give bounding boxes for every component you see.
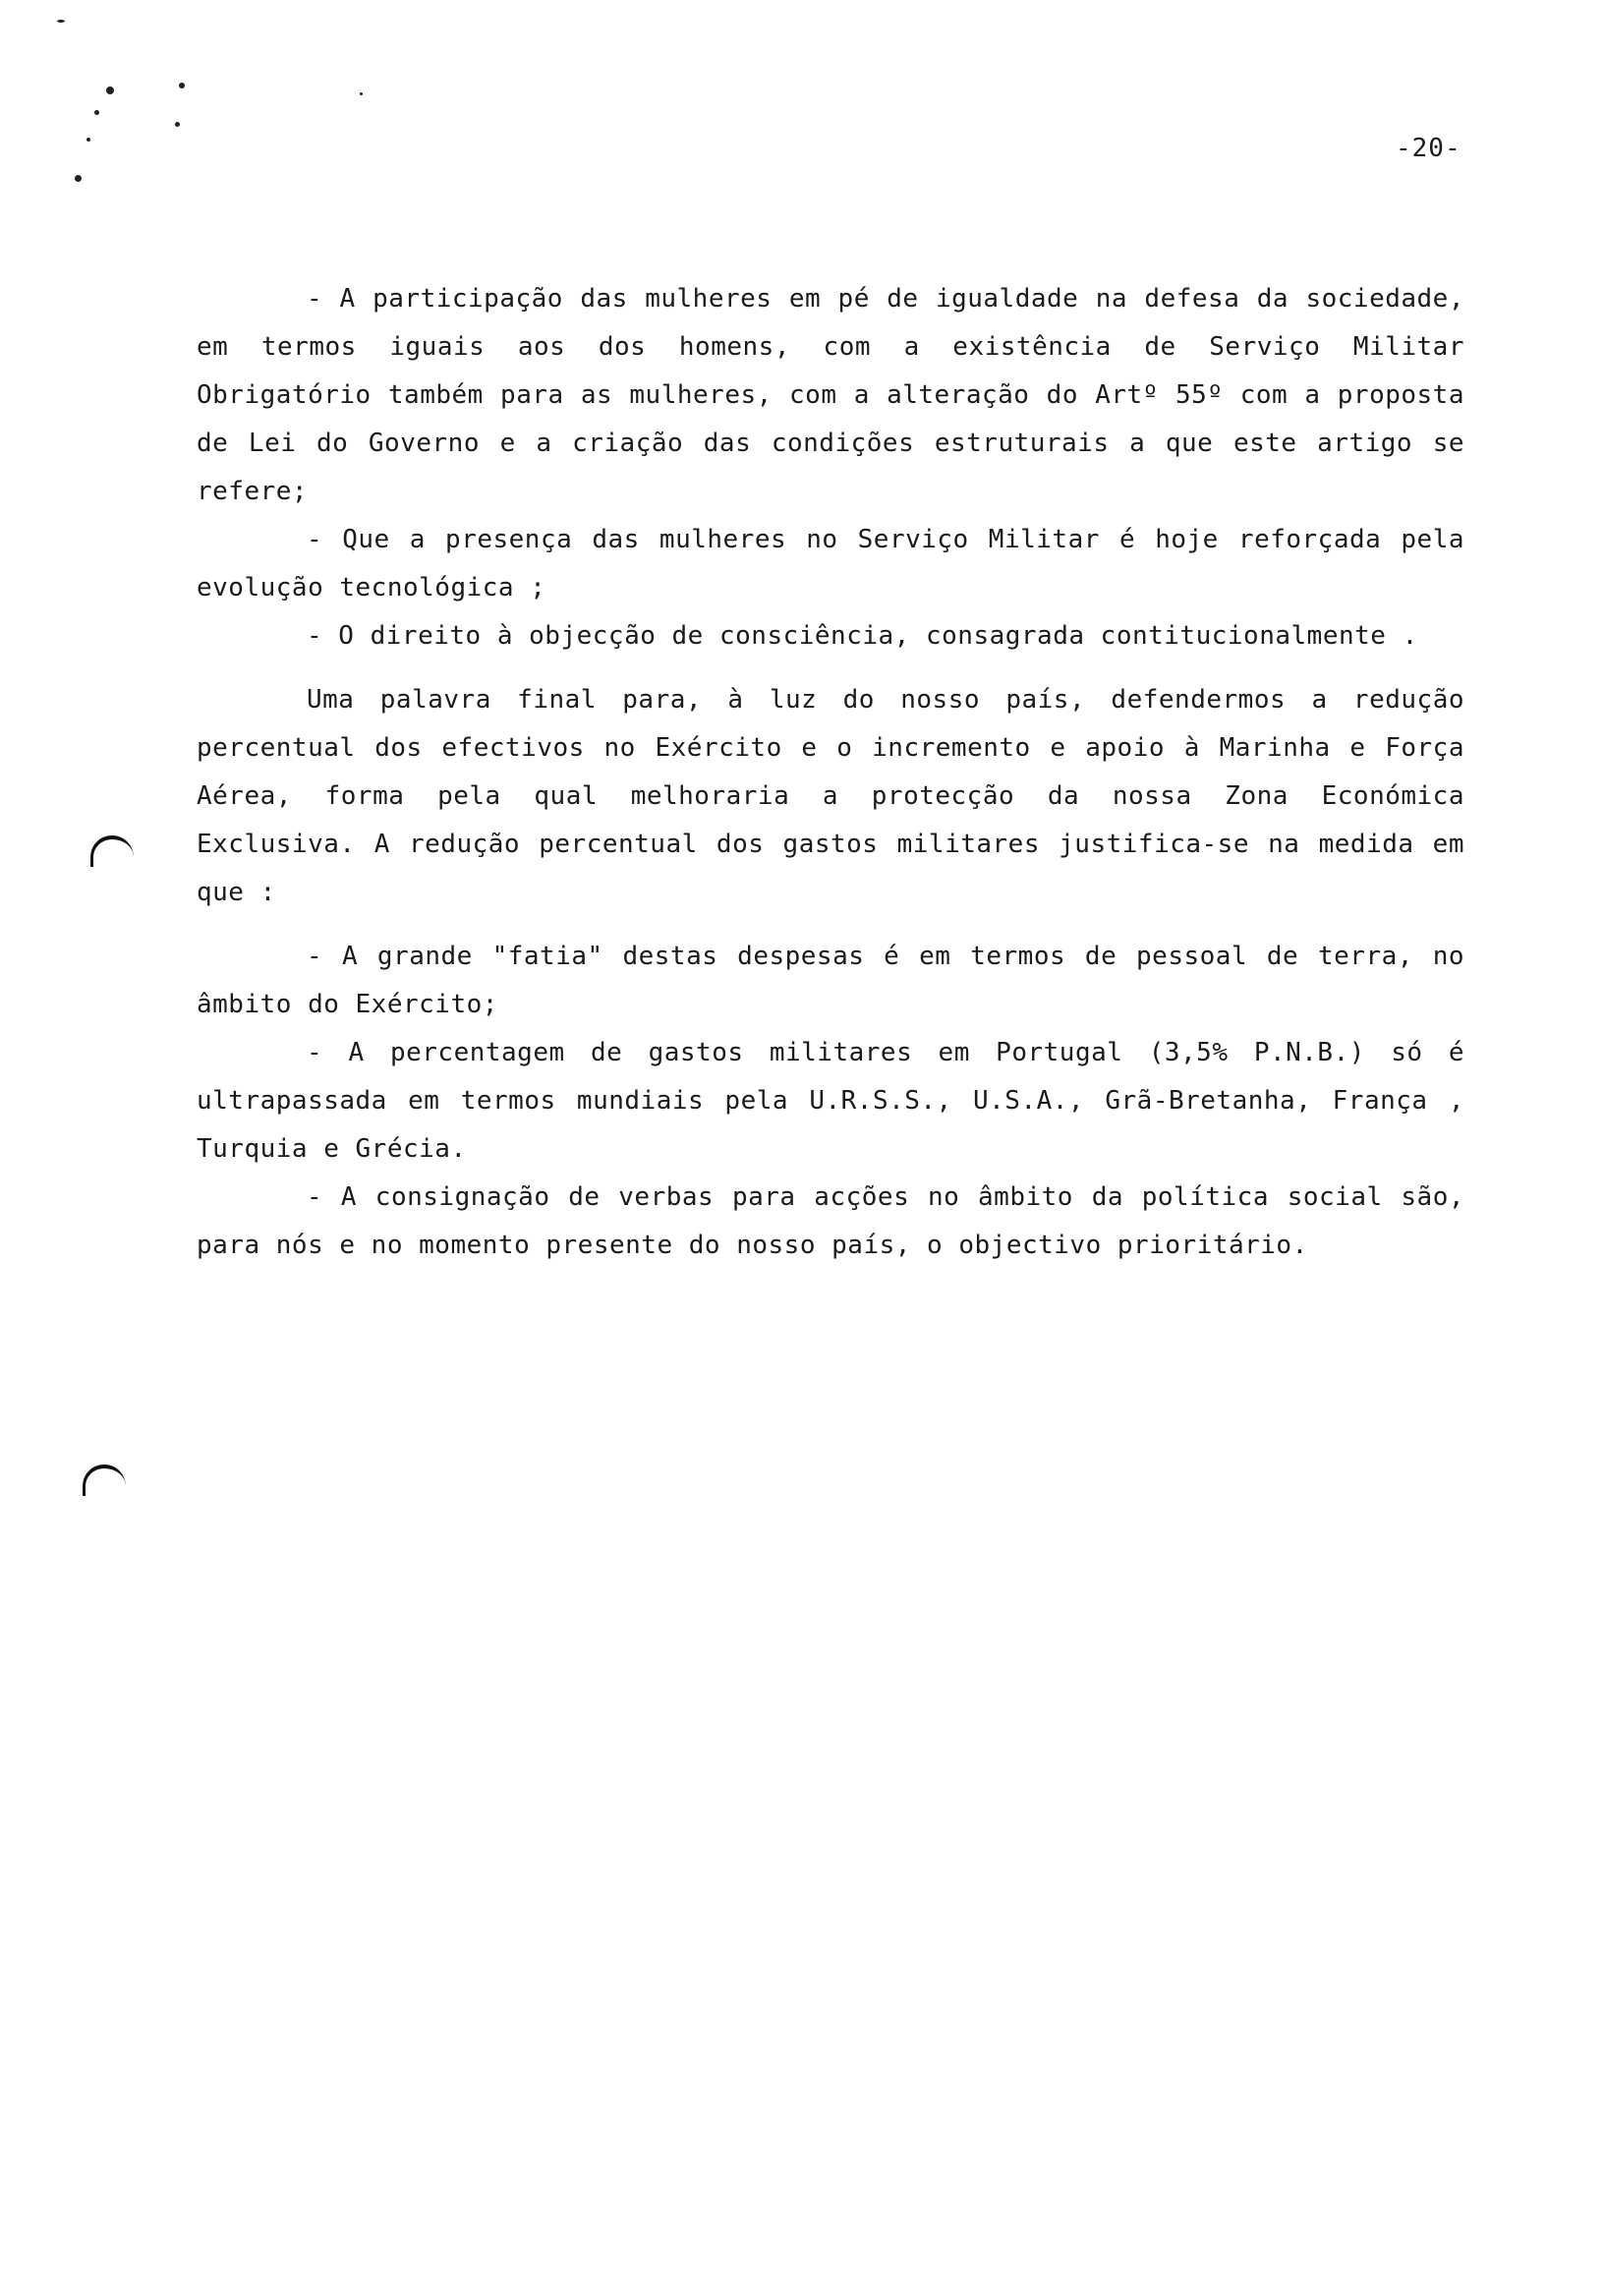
scan-speck xyxy=(94,110,99,115)
paragraph: - A grande "fatia" destas despesas é em termos de pessoal de terra, no âmbito do Exército; xyxy=(197,942,1464,1019)
scan-speck xyxy=(175,122,180,127)
paragraph: - O direito à objecção de consciência, consagrada contitucionalmente . xyxy=(307,621,1418,651)
paragraph: - A participação das mulheres em pé de igualdade na defesa da sociedade, em termos iguais aos dos homens, com a existência de Serviço Militar Obrigatório também para as mulheres, com a alteração do Artº 55º com a proposta de Lei do Governo e a criação das condições estruturais a que este artigo se refere; xyxy=(197,284,1464,506)
scan-speck xyxy=(86,138,90,142)
paragraph: - Que a presença das mulheres no Serviço Militar é hoje reforçada pela evolução tecnológica ; xyxy=(197,525,1464,603)
binder-hole-mark xyxy=(90,835,134,867)
document-body xyxy=(197,275,1464,1270)
paragraph: - A consignação de verbas para acções no âmbito da política social são, para nós e no momento presente do nosso país, o objectivo prioritário. xyxy=(197,1182,1464,1260)
page-number: -20- xyxy=(1396,134,1461,163)
scan-speck xyxy=(57,20,65,23)
scan-speck xyxy=(179,83,185,88)
paragraph: - A percentagem de gastos militares em Portugal (3,5% P.N.B.) só é ultrapassada em termos mundiais pela U.R.S.S., U.S.A., Grã-Bretanha, França , Turquia e Grécia. xyxy=(197,1038,1464,1164)
scan-speck xyxy=(75,175,82,182)
scan-speck xyxy=(106,86,114,94)
scan-speck xyxy=(360,92,363,95)
binder-hole-mark xyxy=(83,1464,126,1496)
paragraph: Uma palavra final para, à luz do nosso país, defendermos a redução percentual dos efectivos no Exército e o incremento e apoio à Marinha e Força Aérea, forma pela qual melhoraria a protecção da nossa Zona Económica Exclusiva. A redução percentual dos gastos militares justifica-se na medida em que : xyxy=(197,685,1464,907)
